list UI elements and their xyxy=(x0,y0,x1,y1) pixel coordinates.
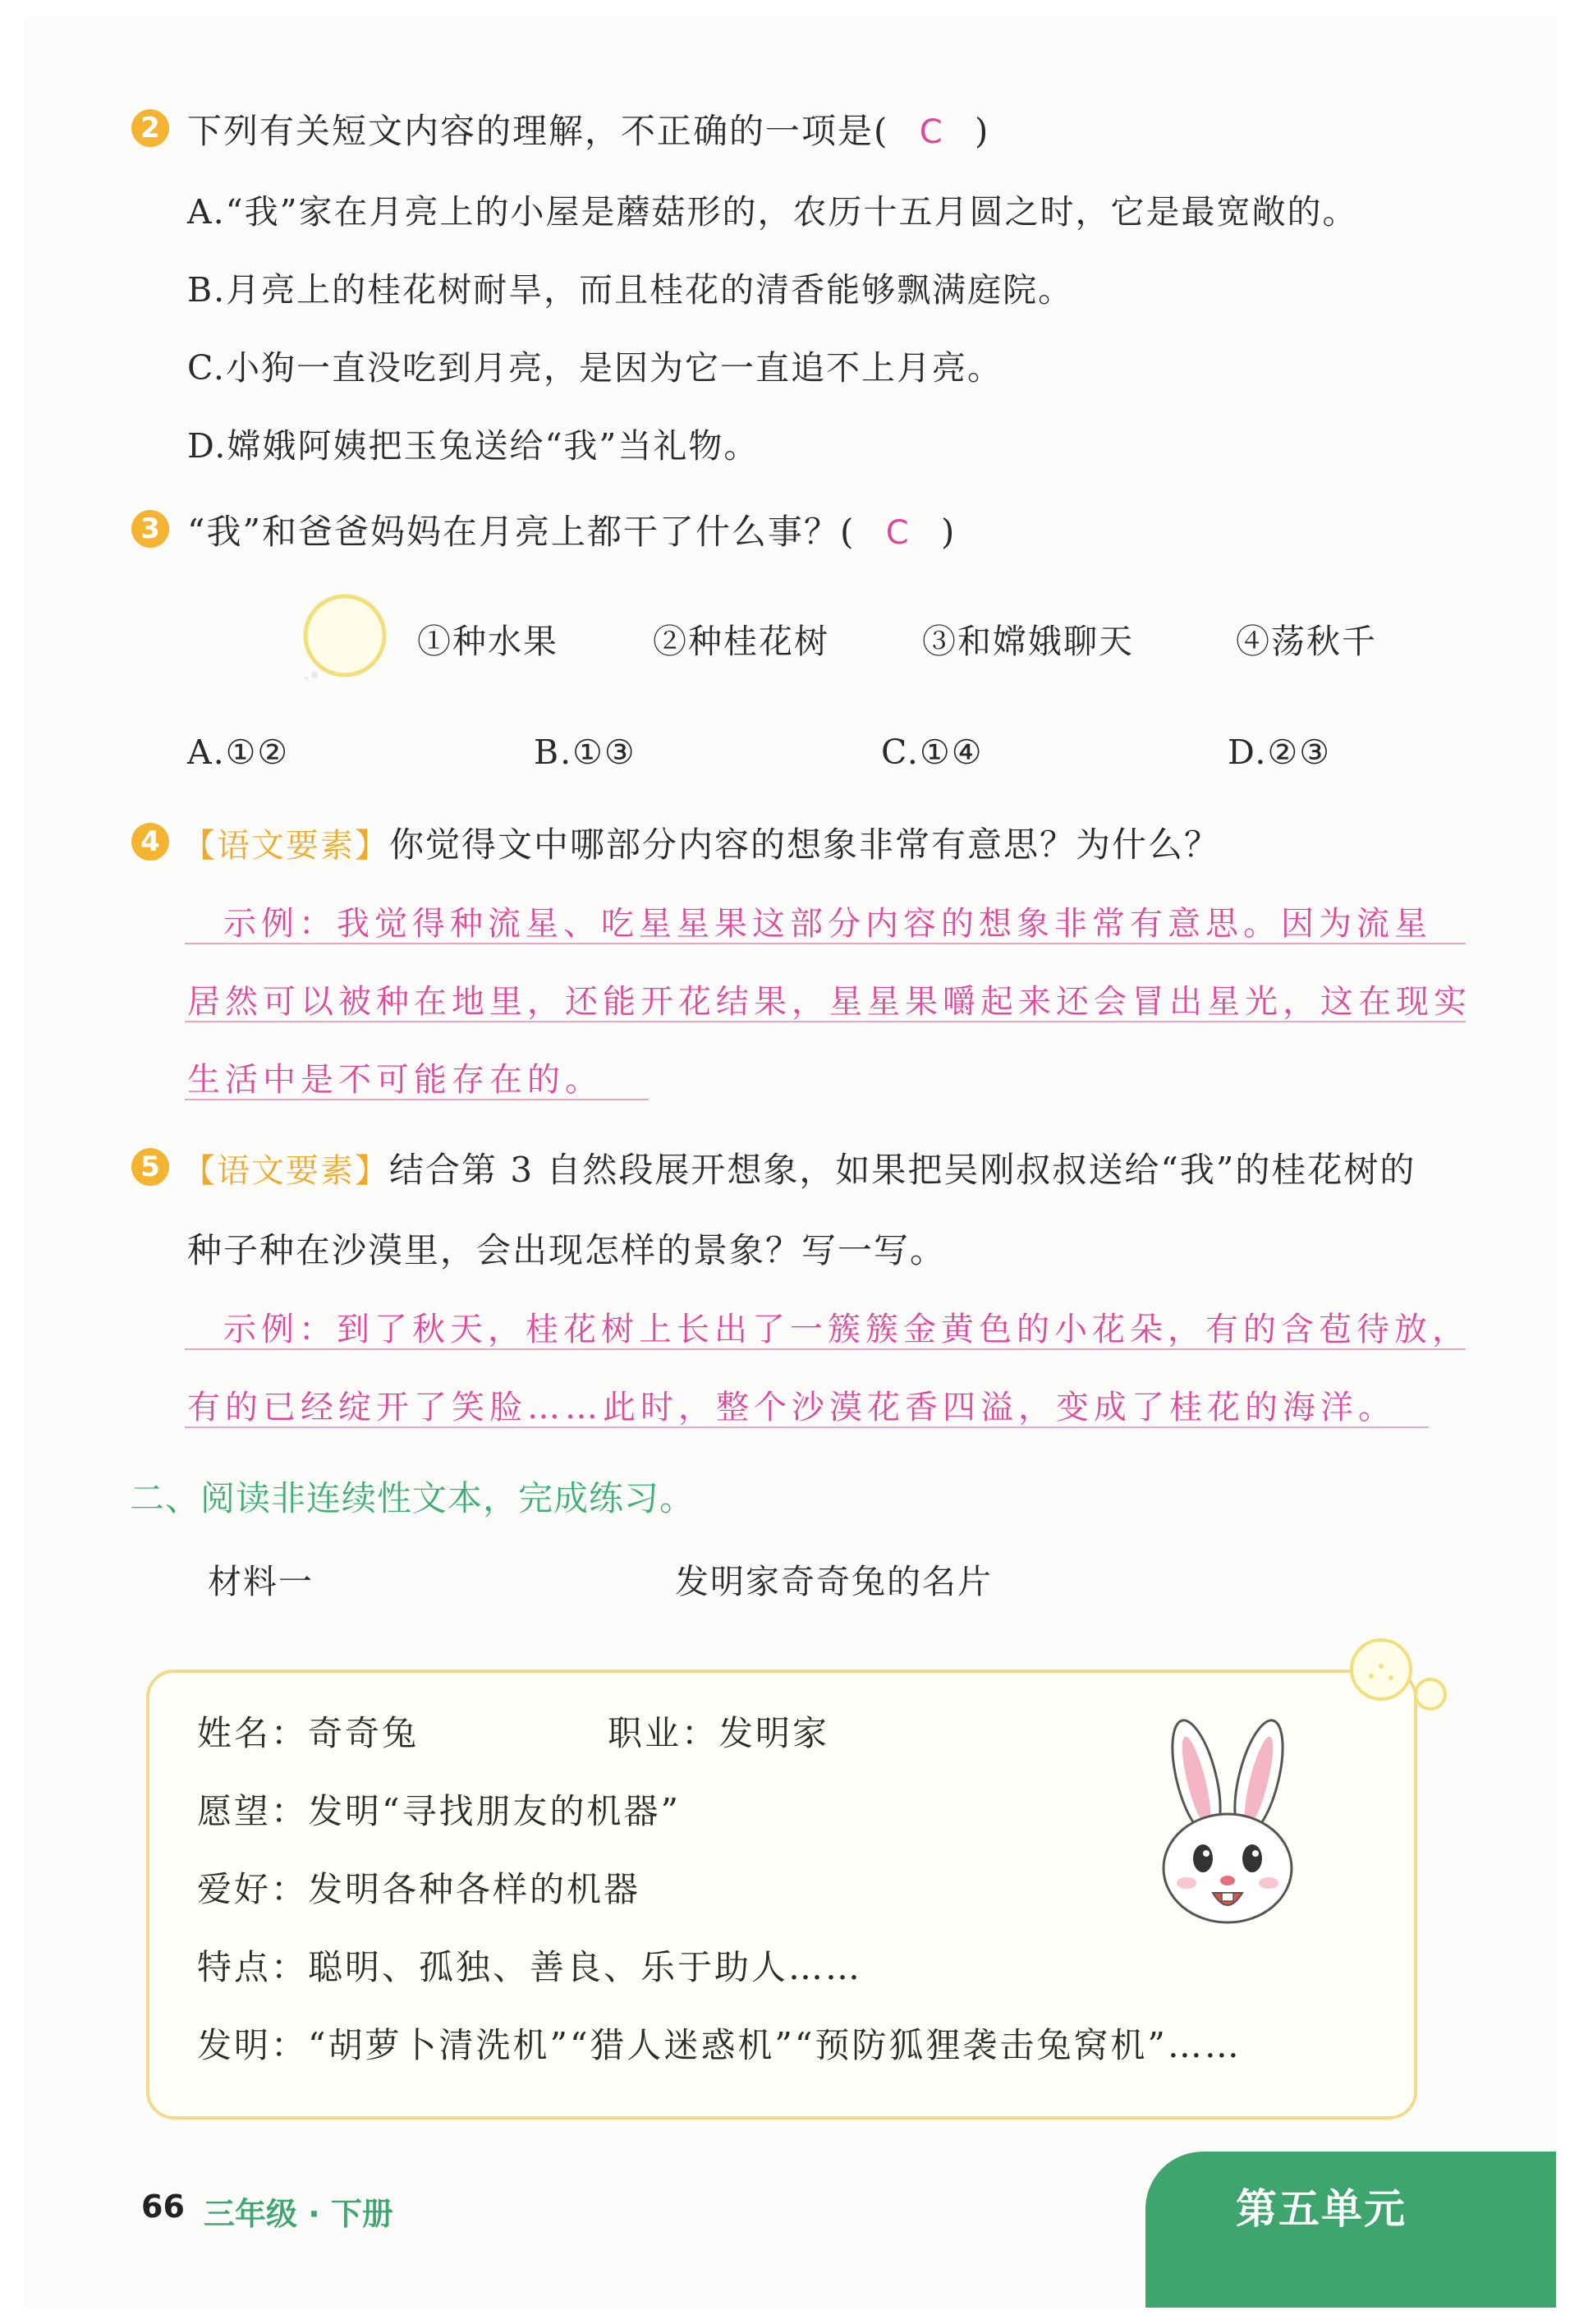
question-4-tag: 【语文要素】 xyxy=(182,827,389,865)
card-inventions: 发明：“胡萝卜清洗机”“猎人迷惑机”“预防狐狸袭击兔窝机”…… xyxy=(197,2025,1242,2065)
question-5-prompt-line-1 xyxy=(182,1143,1416,1192)
question-3-close: ) xyxy=(941,512,957,552)
answer-underline xyxy=(185,1426,1429,1428)
question-3-item-1: ①种水果 xyxy=(417,622,558,661)
question-3-choice-b: B.①③ xyxy=(534,733,636,772)
question-2-prompt xyxy=(187,104,989,154)
question-5-number: 5 xyxy=(131,1148,169,1186)
question-2-option-c: C.小狗一直没吃到月亮，是因为它一直追不上月亮。 xyxy=(187,348,1003,388)
question-3-number: 3 xyxy=(131,510,169,548)
page-number: 66 xyxy=(141,2189,185,2225)
question-3-choice-a: A.①② xyxy=(187,733,290,772)
question-4-answer-line-3: 生活中是不可能存在的。 xyxy=(187,1061,603,1099)
question-5-tag: 【语文要素】 xyxy=(182,1152,389,1190)
question-5-answer-line-1: 示例：到了秋天，桂花树上长出了一簇簇金黄色的小花朵，有的含苞待放， xyxy=(223,1311,1470,1348)
question-3-item-4: ④荡秋千 xyxy=(1236,622,1377,661)
unit-label: 第五单元 xyxy=(1236,2185,1407,2233)
question-3-prompt xyxy=(187,505,956,554)
question-4-text: 你觉得文中哪部分内容的想象非常有意思？为什么？ xyxy=(389,824,1221,865)
rabbit-icon xyxy=(1145,1712,1310,1930)
card-traits: 特点：聪明、孤独、善良、乐于助人…… xyxy=(197,1947,863,1987)
question-2-option-d: D.嫦娥阿姨把玉兔送给“我”当礼物。 xyxy=(187,426,760,466)
question-3-item-2: ②种桂花树 xyxy=(653,622,829,661)
card-hobby: 爱好：发明各种各样的机器 xyxy=(197,1869,641,1909)
card-corner-bubbles-icon xyxy=(1338,1630,1462,1720)
question-3-choice-c: C.①④ xyxy=(881,733,984,772)
question-2-number: 2 xyxy=(131,109,169,147)
moon-circle-icon xyxy=(291,593,398,683)
card-wish: 愿望：发明“寻找朋友的机器” xyxy=(197,1791,681,1831)
question-5-text-1: 结合第 3 自然段展开想象，如果把吴刚叔叔送给“我”的桂花树的 xyxy=(389,1150,1416,1190)
question-3-answer: C xyxy=(885,514,911,552)
answer-underline xyxy=(185,1348,1466,1350)
question-4-answer-line-1: 示例：我觉得种流星、吃星星果这部分内容的想象非常有意思。因为流星 xyxy=(223,905,1432,943)
question-5-prompt-line-2: 种子种在沙漠里，会出现怎样的景象？写一写。 xyxy=(187,1230,947,1270)
grade-label: 三年级 · 下册 xyxy=(204,2196,393,2232)
unit-tab xyxy=(1145,2152,1556,2308)
section-2-title: 二、阅读非连续性文本，完成练习。 xyxy=(130,1478,695,1518)
material-label: 材料一 xyxy=(208,1562,314,1601)
card-job: 职业：发明家 xyxy=(608,1713,830,1753)
question-3-choice-d: D.②③ xyxy=(1228,733,1331,772)
question-5-answer-line-2: 有的已经绽开了笑脸……此时，整个沙漠花香四溢，变成了桂花的海洋。 xyxy=(187,1389,1396,1426)
answer-underline xyxy=(185,1099,649,1100)
question-2-text: 下列有关短文内容的理解，不正确的一项是( xyxy=(187,111,889,151)
question-4-number: 4 xyxy=(131,823,169,861)
answer-underline xyxy=(185,943,1466,944)
question-2-answer: C xyxy=(919,113,944,151)
material-title: 发明家奇奇兔的名片 xyxy=(675,1562,993,1601)
question-2-option-a: A.“我”家在月亮上的小屋是蘑菇形的，农历十五月圆之时，它是最宽敞的。 xyxy=(187,192,1358,232)
card-name: 姓名：奇奇兔 xyxy=(197,1713,420,1753)
answer-underline xyxy=(185,1021,1466,1022)
question-2-close: ) xyxy=(975,111,990,151)
question-3-text: “我”和爸爸妈妈在月亮上都干了什么事？( xyxy=(187,512,856,552)
question-4-prompt xyxy=(182,818,1220,867)
question-2-option-b: B.月亮上的桂花树耐旱，而且桂花的清香能够飘满庭院。 xyxy=(187,270,1074,310)
question-4-answer-line-2: 居然可以被种在地里，还能开花结果，星星果嚼起来还会冒出星光，这在现实 xyxy=(187,983,1471,1021)
question-3-item-3: ③和嫦娥聊天 xyxy=(922,622,1134,661)
